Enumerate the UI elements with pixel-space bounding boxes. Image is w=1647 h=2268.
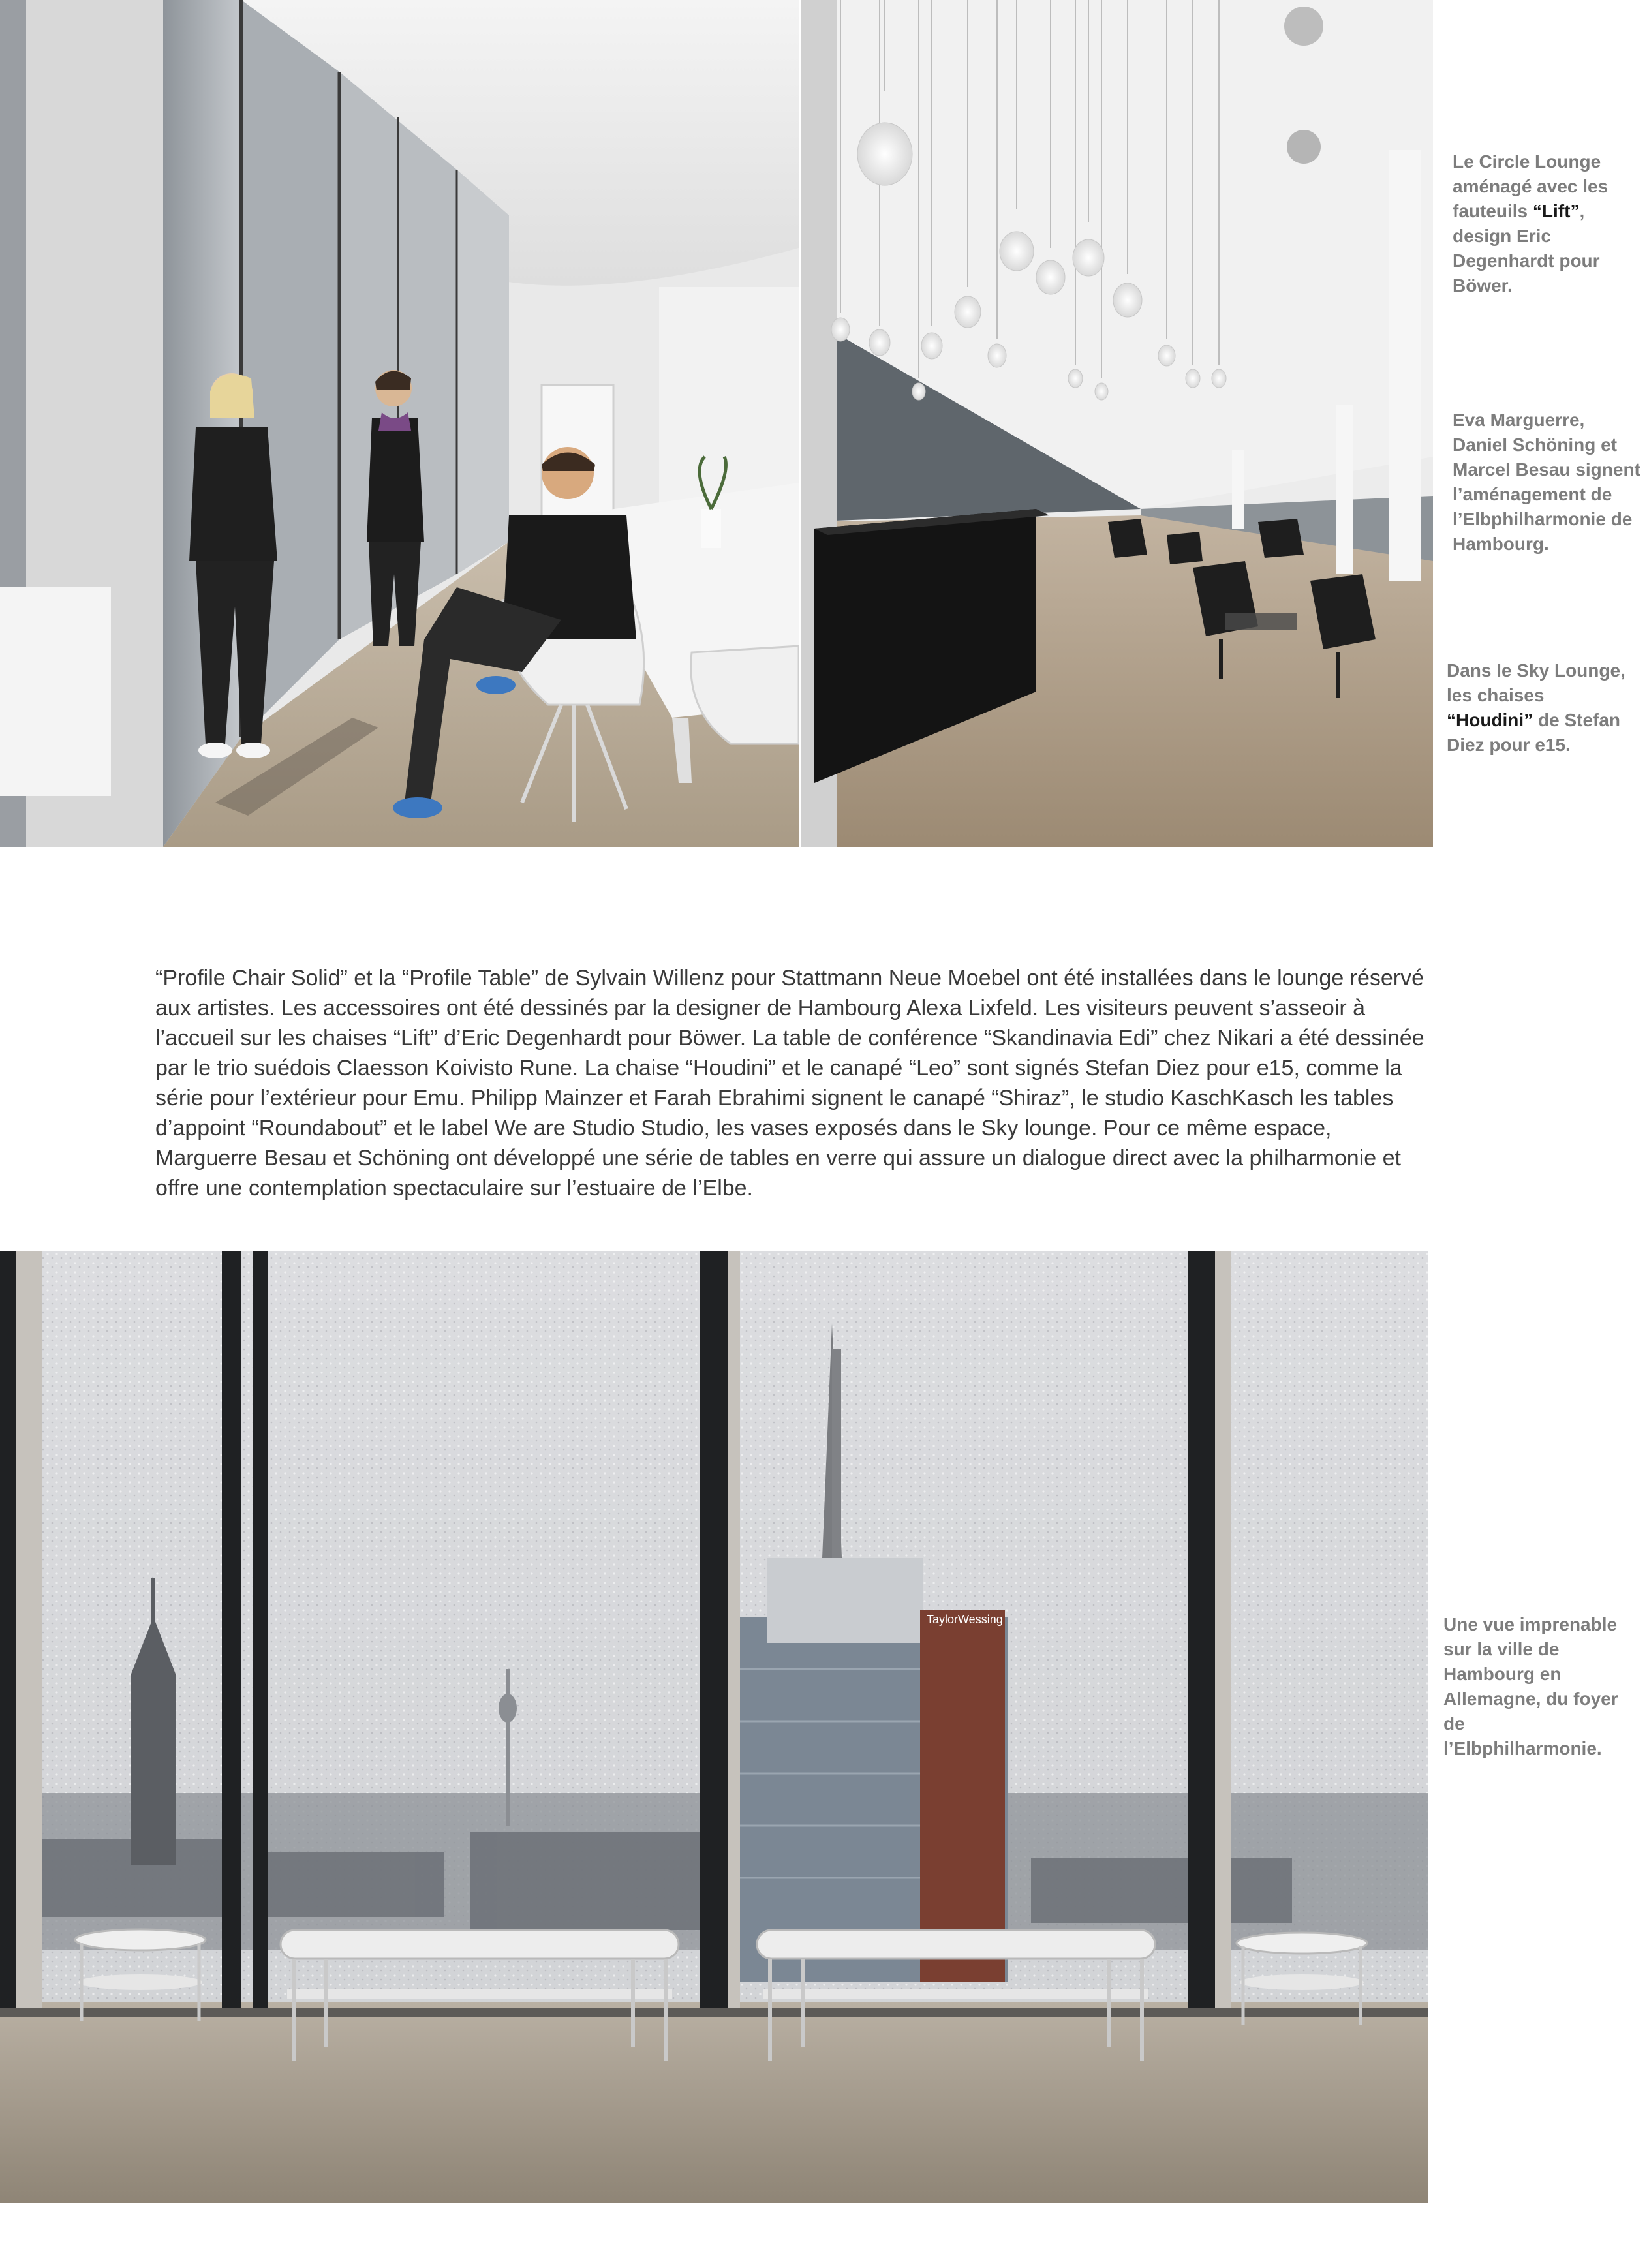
caption-sky-rest: de Stefan Diez pour e15.: [1447, 710, 1621, 755]
photo-designers-illustration: [0, 0, 799, 847]
caption-designers: Eva Marguerre, Daniel Schöning et Marcel Besau signent l’aménagement de l’Elbphilharmonie de Hambourg.: [1453, 410, 1640, 554]
caption-circle-lounge: [1453, 149, 1635, 298]
photo-designers-circle-lounge: [0, 0, 799, 847]
caption-sky-lounge: [1447, 658, 1629, 758]
photo-sky-lounge: [801, 0, 1433, 847]
caption-circle-rest: , design Eric Degenhardt pour Böwer.: [1453, 201, 1600, 296]
article-body: “Profile Chair Solid” et la “Profile Table” de Sylvain Willenz pour Stattmann Neue Moebel ont été installées dans le lounge réservé aux artistes. Les accessoires ont été dessinés par la designer de Hambourg Alexa Lixfeld. Les visiteurs peuvent s’asseoir à l’accueil sur les chaises “Lift” d’Eric Degenhardt pour Böwer. La table de conférence “Skandinavia Edi” chez Nikari a été dessinée par le trio suédois Claesson Koivisto Rune. La chaise “Houdini” et le canapé “Leo” sont signés Stefan Diez pour e15, comme la série pour l’extérieur pour Emu. Philipp Mainzer et Farah Ebrahimi signent le canapé “Shiraz”, le studio KaschKasch les tables d’appoint “Roundabout” et le label We are Studio Studio, les vases exposés dans le Sky lounge. Pour ce même espace, Marguerre Besau et Schöning ont développé une série de tables en verre qui assure un dialogue direct avec la philharmonie et offre une contemplation spectaculaire sur l’estuaire de l’Elbe.: [155, 966, 1424, 1201]
caption-circle-product: “Lift”: [1532, 201, 1580, 221]
building-sign: TaylorWessing: [927, 1613, 1003, 1626]
photo-sky-lounge-illustration: [801, 0, 1433, 847]
caption-hamburg-view: Une vue imprenable sur la ville de Hambourg en Allemagne, du foyer de l’Elbphilharmonie.: [1443, 1614, 1618, 1758]
caption-sky-intro: Dans le Sky Lounge, les chaises: [1447, 660, 1625, 705]
caption-sky-product: “Houdini”: [1447, 710, 1533, 730]
photo-hamburg-view: [0, 1251, 1428, 2203]
caption-circle-intro: Le Circle Lounge aménagé avec les fauteuils: [1453, 151, 1609, 221]
photo-hamburg-view-illustration: [0, 1251, 1428, 2203]
